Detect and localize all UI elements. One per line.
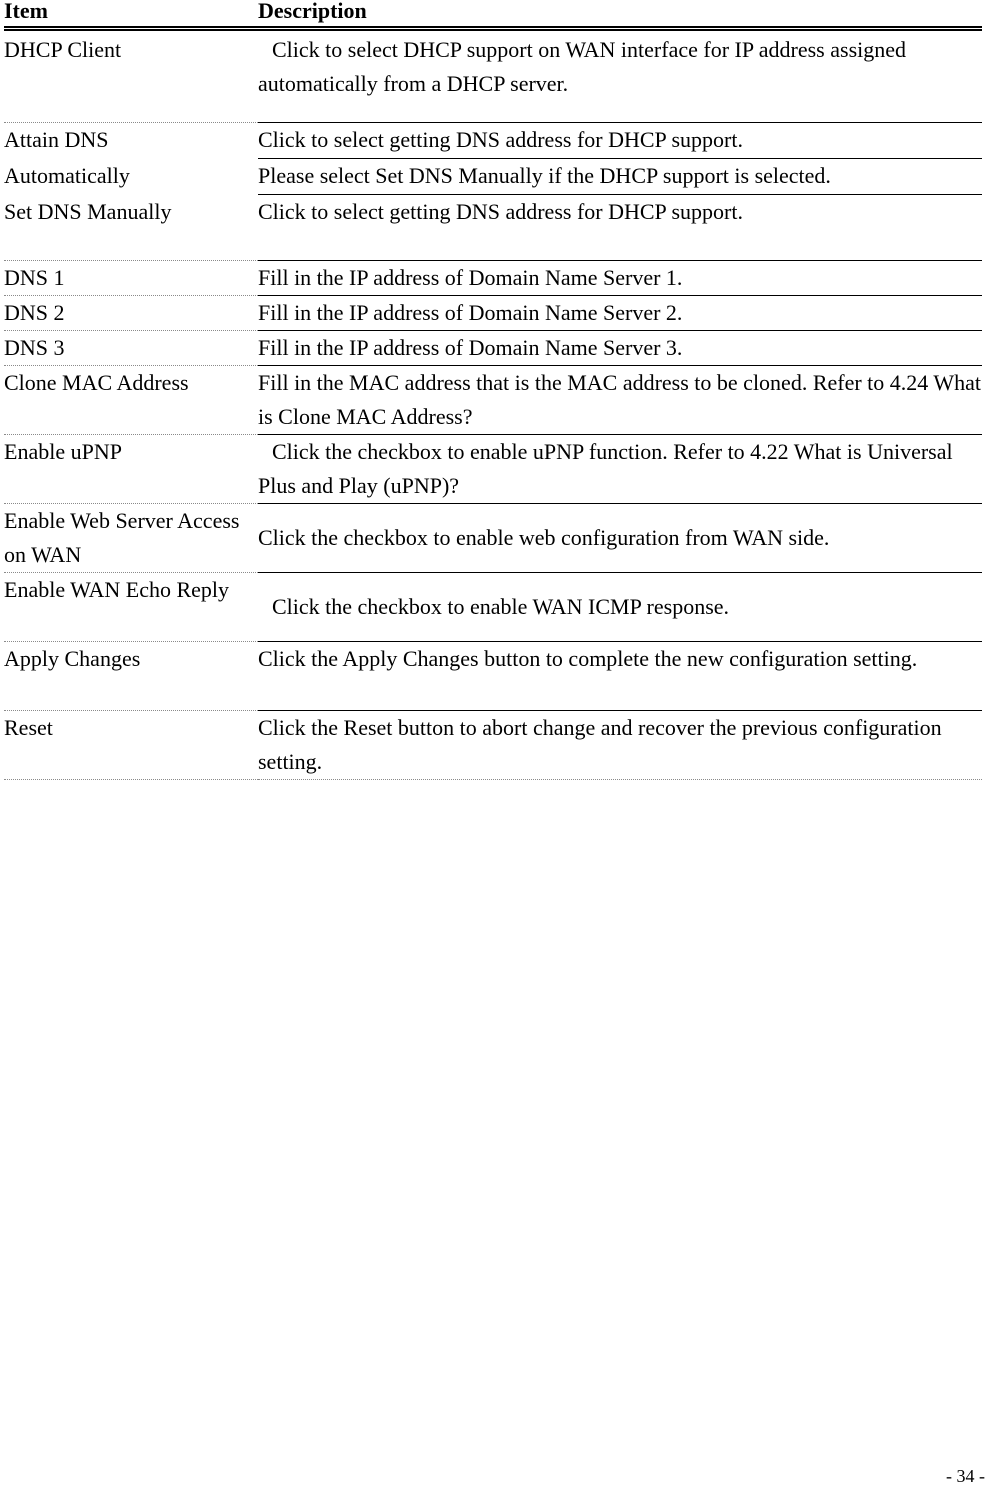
row-description: Click the checkbox to enable uPNP function. Refer to 4.22 What is Universal Plus and Play (uPNP)? bbox=[258, 439, 953, 498]
table-row bbox=[4, 366, 982, 435]
row-description: Click the Reset button to abort change and recover the previous configuration setting. bbox=[258, 711, 982, 780]
row-item: Apply Changes bbox=[4, 642, 258, 711]
row-item: Set DNS Manually bbox=[4, 195, 258, 261]
row-description: Click the checkbox to enable web configuration from WAN side. bbox=[258, 504, 982, 573]
row-item: Clone MAC Address bbox=[4, 366, 258, 435]
table-row bbox=[4, 123, 982, 159]
row-description: Fill in the IP address of Domain Name Server 2. bbox=[258, 296, 982, 331]
row-item: DHCP Client bbox=[4, 29, 258, 123]
row-description: Click to select getting DNS address for DHCP support. bbox=[258, 195, 982, 261]
table-row bbox=[4, 435, 982, 504]
table-row bbox=[4, 195, 982, 261]
table-row bbox=[4, 29, 982, 123]
row-item: Enable Web Server Access on WAN bbox=[4, 504, 258, 573]
table-row bbox=[4, 159, 982, 195]
table-row bbox=[4, 504, 982, 573]
row-item: DNS 2 bbox=[4, 296, 258, 331]
table-row bbox=[4, 573, 982, 642]
row-description: Click the Apply Changes button to complete the new configuration setting. bbox=[258, 642, 982, 711]
row-item: Attain DNS bbox=[4, 127, 109, 152]
table-row bbox=[4, 642, 982, 711]
row-item: Automatically bbox=[4, 162, 130, 188]
row-description: Fill in the IP address of Domain Name Server 1. bbox=[258, 261, 982, 296]
row-description: Fill in the MAC address that is the MAC address to be cloned. Refer to 4.24 What is Clone MAC Address? bbox=[258, 366, 982, 435]
row-item: Enable WAN Echo Reply bbox=[4, 573, 258, 642]
table-row bbox=[4, 711, 982, 780]
row-description: Click to select DHCP support on WAN interface for IP address assigned automatically from a DHCP server. bbox=[258, 37, 907, 96]
row-description: Please select Set DNS Manually if the DHCP support is selected. bbox=[258, 159, 982, 195]
row-item: Reset bbox=[4, 711, 258, 780]
description-table bbox=[4, 0, 982, 780]
header-description: Description bbox=[258, 0, 982, 29]
header-item: Item bbox=[4, 0, 258, 29]
row-description: Click the checkbox to enable WAN ICMP response. bbox=[272, 594, 730, 619]
row-description: Click to select getting DNS address for DHCP support. bbox=[258, 123, 982, 159]
row-item: DNS 3 bbox=[4, 331, 258, 366]
page-number: - 34 - bbox=[946, 1466, 985, 1486]
table-row bbox=[4, 296, 982, 331]
table-row bbox=[4, 331, 982, 366]
row-item: DNS 1 bbox=[4, 261, 258, 296]
table-header-row bbox=[4, 0, 982, 29]
table-row bbox=[4, 261, 982, 296]
row-item: Enable uPNP bbox=[4, 435, 258, 504]
row-description: Fill in the IP address of Domain Name Server 3. bbox=[258, 331, 982, 366]
